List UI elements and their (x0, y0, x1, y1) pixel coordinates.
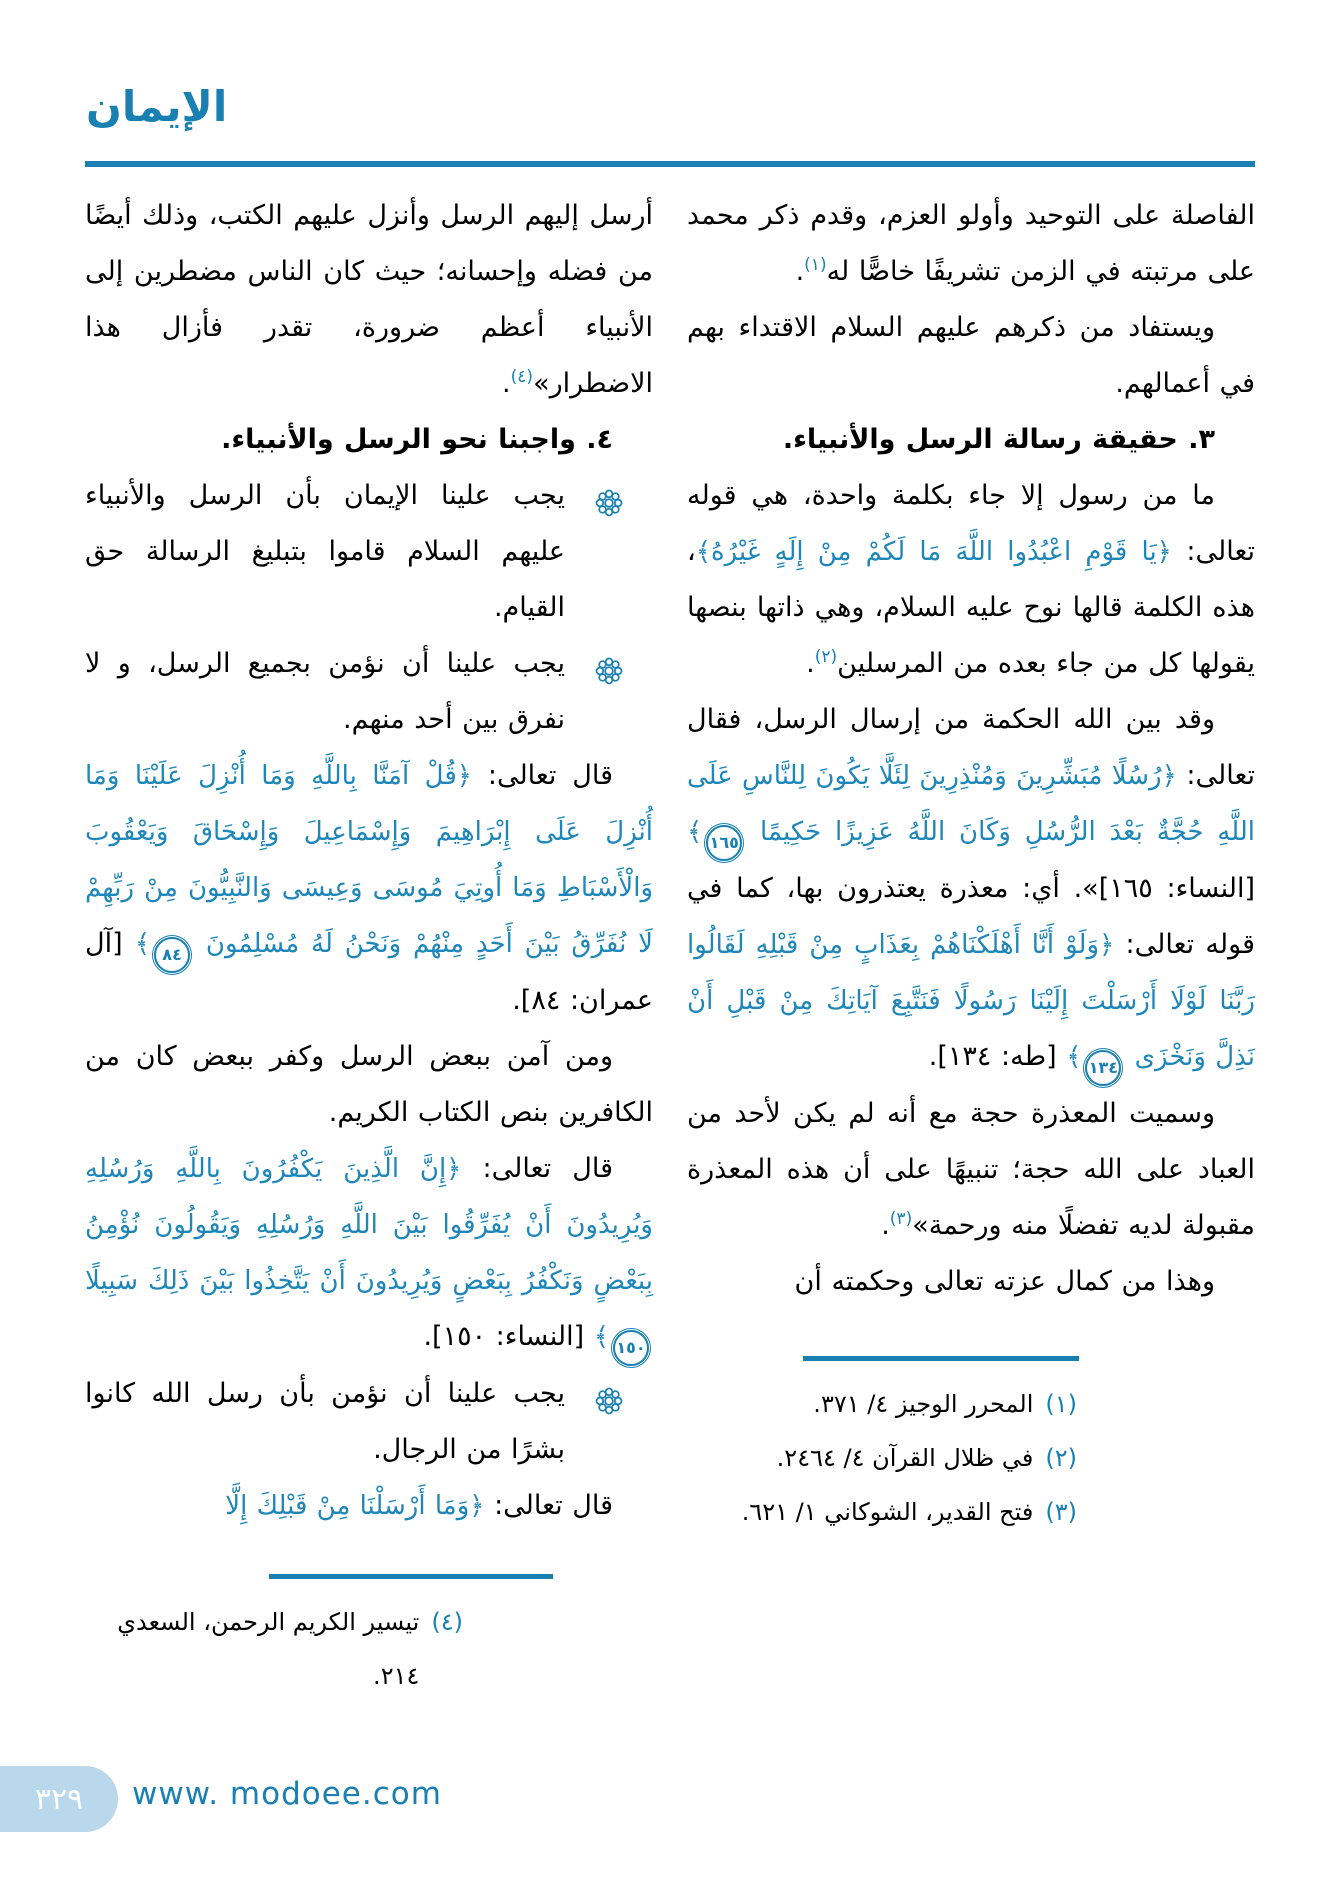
text-run: قال تعالى: (484, 1490, 613, 1521)
text-run: ومن آمن ببعض الرسل وكفر ببعض كان من الكافرين بنص الكتاب الكريم. (85, 1041, 653, 1128)
text-run: . (502, 368, 511, 399)
footnote-ref: (٢) (814, 647, 838, 667)
paragraph (687, 692, 1255, 1086)
page-number-badge: ٣٢٩ (0, 1766, 118, 1832)
text-run: وسميت المعذرة حجة مع أنه لم يكن لأحد من العباد على الله حجة؛ تنبيهًا على أن هذه المعذرة مقبولة لديه تفضلًا منه ورحمة» (687, 1098, 1255, 1241)
text-run: قال تعالى: (472, 760, 613, 791)
aya-number: ٨٤ (154, 937, 190, 973)
footnote-number: (٣) (1045, 1498, 1077, 1526)
footnote-text: في ظلال القرآن ٤/ ٢٤٦٤. (776, 1444, 1034, 1472)
quran-run: ﴾ (687, 817, 703, 847)
text-run: [طه: ١٣٤]. (928, 1041, 1067, 1072)
footnote (687, 1431, 1077, 1485)
footnote-text: فتح القدير، الشوكاني ١/ ٦٢١. (741, 1498, 1034, 1526)
footnote-ref: (١) (804, 255, 827, 275)
text-run: ، هذه الكلمة قالها نوح عليه السلام، وهي ذاتها بنصها يقولها كل من جاء بعده من المرسلين (687, 536, 1255, 679)
footnotes-right (687, 1356, 1255, 1539)
quran-run: ﴿إِنَّ الَّذِينَ يَكْفُرُونَ بِاللَّهِ وَرُسُلِهِ وَيُرِيدُونَ أَنْ يُفَرِّقُوا بَيْنَ اللَّهِ وَرُسُلِهِ وَيَقُولُونَ نُؤْمِنُ بِبَعْضٍ وَنَكْفُرُ بِبَعْضٍ وَيُرِيدُونَ أَنْ يَتَّخِذُوا بَيْنَ ذَلِكَ سَبِيلًا (85, 1154, 653, 1296)
text-run: الفاصلة على التوحيد وأولو العزم، وقدم ذكر محمد على مرتبته في الزمن تشريفًا خاصًّا له (687, 200, 1255, 287)
quran-run: ﴾ (593, 1322, 609, 1352)
text-run: ما من رسول إلا جاء بكلمة واحدة، هي قوله تعالى: (687, 480, 1255, 567)
text-run: . (881, 1210, 890, 1241)
bullet-item (85, 636, 653, 748)
footnote-number: (٤) (431, 1608, 463, 1636)
text-run: ٤. واجبنا نحو الرسل والأنبياء. (221, 424, 613, 455)
left-column-body (85, 188, 653, 1534)
bullet-item (85, 1366, 653, 1478)
right-column-body (687, 188, 1255, 1310)
footnote-separator (803, 1356, 1079, 1361)
two-column-content (85, 188, 1255, 1703)
text-run: [آل عمران: ٨٤]. (85, 928, 653, 1016)
footnote-text: المحرر الوجيز ٤/ ٣٧١. (813, 1390, 1034, 1418)
paragraph (687, 468, 1255, 692)
paragraph (687, 300, 1255, 412)
text-run: . (806, 648, 815, 679)
page-title: الإيمان (86, 82, 228, 131)
text-run: [النساء: ١٦٥]». أي: معذرة يعتذرون بها، كما في قوله تعالى: (687, 873, 1255, 960)
footnote (687, 1485, 1077, 1539)
text-run: قال تعالى: (461, 1153, 613, 1184)
footnote-separator (269, 1574, 553, 1579)
rosette-bullet-icon (595, 649, 623, 677)
paragraph (85, 1478, 653, 1534)
text-run: وقد بين الله الحكمة من إرسال الرسل، فقال تعالى: (687, 704, 1255, 791)
quran-run: ﴾ (134, 929, 151, 959)
text-run: أرسل إليهم الرسل وأنزل عليهم الكتب، وذلك أيضًا من فضله وإحسانه؛ حيث كان الناس مضطرين إلى الأنبياء أعظم ضرورة، تقدر فأزال هذا الاضطرار» (85, 200, 653, 399)
footnote-number: (٢) (1045, 1444, 1077, 1472)
footnote-number: (١) (1045, 1390, 1077, 1418)
quran-run: ﴾ (1066, 1042, 1082, 1072)
footnote (687, 1377, 1077, 1431)
quran-run: ﴿وَلَوْ أَنَّا أَهْلَكْنَاهُمْ بِعَذَابٍ مِنْ قَبْلِهِ لَقَالُوا رَبَّنَا لَوْلَا أَرْسَلْتَ إِلَيْنَا رَسُولًا فَنَتَّبِعَ آيَاتِكَ مِنْ قَبْلِ أَنْ نَذِلَّ وَنَخْزَى (687, 930, 1255, 1072)
text-run: وهذا من كمال عزته تعالى وحكمته أن (794, 1266, 1215, 1297)
aya-number: ١٣٤ (1085, 1050, 1121, 1086)
text-run: يجب علينا أن نؤمن بجميع الرسل، و لا نفرق بين أحد منهم. (85, 648, 565, 735)
section-heading (687, 412, 1255, 468)
paragraph (85, 1029, 653, 1141)
rosette-bullet-icon (595, 1379, 623, 1407)
text-run: ٣. حقيقة رسالة الرسل والأنبياء. (782, 424, 1215, 455)
paragraph (85, 188, 653, 412)
left-column (85, 188, 653, 1703)
quran-run: ﴿رُسُلًا مُبَشِّرِينَ وَمُنْذِرِينَ لِئَلَّا يَكُونَ لِلنَّاسِ عَلَى اللَّهِ حُجَّةٌ بَعْدَ الرُّسُلِ وَكَانَ اللَّهُ عَزِيزًا حَكِيمًا (687, 761, 1255, 847)
quran-run: ﴿قُلْ آمَنَّا بِاللَّهِ وَمَا أُنْزِلَ عَلَيْنَا وَمَا أُنْزِلَ عَلَى إِبْرَاهِيمَ وَإِسْمَاعِيلَ وَإِسْحَاقَ وَيَعْقُوبَ وَالْأَسْبَاطِ وَمَا أُوتِيَ مُوسَى وَعِيسَى وَالنَّبِيُّونَ مِنْ رَبِّهِمْ لَا نُفَرِّقُ بَيْنَ أَحَدٍ مِنْهُمْ وَنَحْنُ لَهُ مُسْلِمُونَ (85, 761, 653, 959)
section-heading (85, 412, 653, 468)
footnote (85, 1595, 463, 1703)
paragraph (687, 1086, 1255, 1254)
footnote-ref: (٤) (510, 367, 534, 387)
aya-number: ١٥٠ (613, 1330, 649, 1366)
header-rule (85, 161, 1255, 167)
footnote-ref: (٣) (889, 1209, 913, 1229)
footnotes-left (85, 1574, 653, 1703)
quran-run: ﴿يَا قَوْمِ اعْبُدُوا اللَّهَ مَا لَكُمْ مِنْ إِلَهٍ غَيْرُهُ﴾ (695, 537, 1172, 567)
text-run: يجب علينا الإيمان بأن الرسل والأنبياء عليهم السلام قاموا بتبليغ الرسالة حق القيام. (85, 480, 565, 623)
paragraph (687, 188, 1255, 300)
text-run: . (795, 256, 805, 287)
aya-number: ١٦٥ (706, 825, 742, 861)
paragraph (687, 1254, 1255, 1310)
text-run: يجب علينا أن نؤمن بأن رسل الله كانوا بشرًا من الرجال. (85, 1378, 565, 1465)
paragraph (85, 748, 653, 1029)
text-run: [النساء: ١٥٠]. (423, 1321, 594, 1352)
rosette-bullet-icon (595, 481, 623, 509)
right-column (687, 188, 1255, 1703)
bullet-item (85, 468, 653, 636)
text-run: ويستفاد من ذكرهم عليهم السلام الاقتداء بهم في أعمالهم. (687, 312, 1255, 399)
quran-run: ﴿وَمَا أَرْسَلْنَا مِنْ قَبْلِكَ إِلَّا (225, 1491, 485, 1521)
paragraph (85, 1141, 653, 1366)
footnote-text: تيسير الكريم الرحمن، السعدي ٢١٤. (117, 1608, 420, 1690)
website-link[interactable]: www. modoee.com (132, 1776, 442, 1812)
